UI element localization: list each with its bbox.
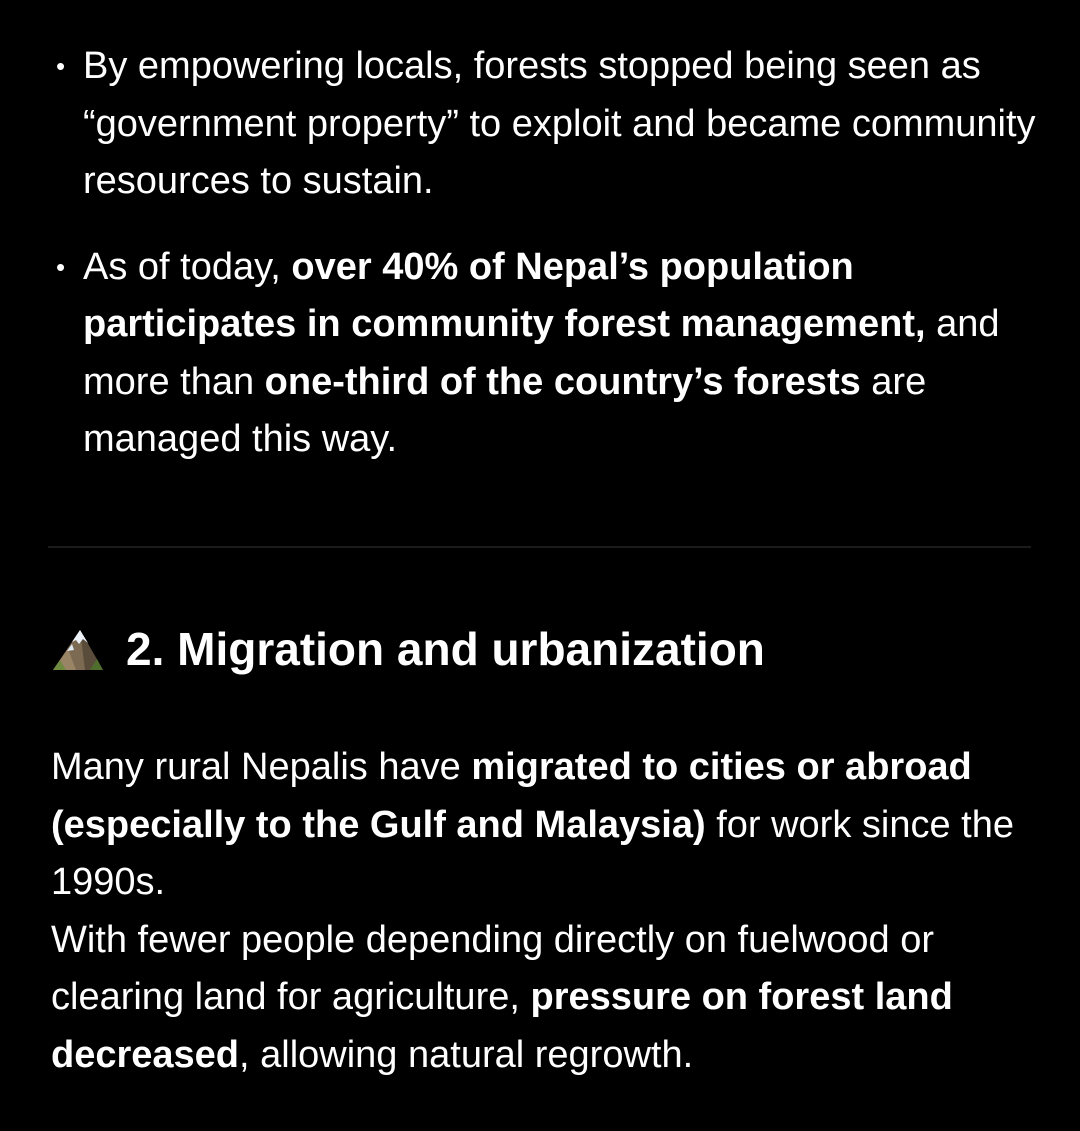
paragraph-text: Many rural Nepalis have [51, 746, 472, 788]
section-heading [52, 617, 765, 681]
section-heading-text: 2. Migration and urbanization [126, 623, 765, 675]
paragraph-text: for work since the 1990s. [51, 803, 1014, 903]
bullet-marker: • [56, 251, 66, 282]
snow-capped-mountain-icon [52, 627, 104, 671]
bullet-marker: • [56, 51, 66, 81]
bullet-item-community-forests [0, 38, 1080, 211]
paragraph-text-bold: pressure on forest land decreased [51, 976, 953, 1076]
bullet-text: are managed this way. [83, 360, 927, 460]
bullet-text: As of today, [83, 245, 292, 288]
body-paragraph [51, 739, 1041, 1084]
bullet-text: and more than [83, 303, 1000, 403]
bullet-text-bold: over 40% of Nepal’s population participates in community forest management, [83, 245, 926, 345]
paragraph-text: , allowing natural regrowth. [239, 1033, 694, 1076]
bullet-text-bold: one-third of the country’s forests [264, 360, 861, 403]
paragraph-text-bold: migrated to cities or abroad (especially to the Gulf and Malaysia) [51, 746, 972, 846]
bullet-text: By empowering locals, forests stopped being seen as “government property” to exploit and became community resources to sustain. [83, 45, 1036, 202]
bullet-item-participation-stats [0, 239, 1080, 469]
section-divider [48, 546, 1031, 548]
bullet-list [0, 38, 1080, 469]
paragraph-text: With fewer people depending directly on fuelwood or clearing land for agriculture, [51, 918, 934, 1018]
